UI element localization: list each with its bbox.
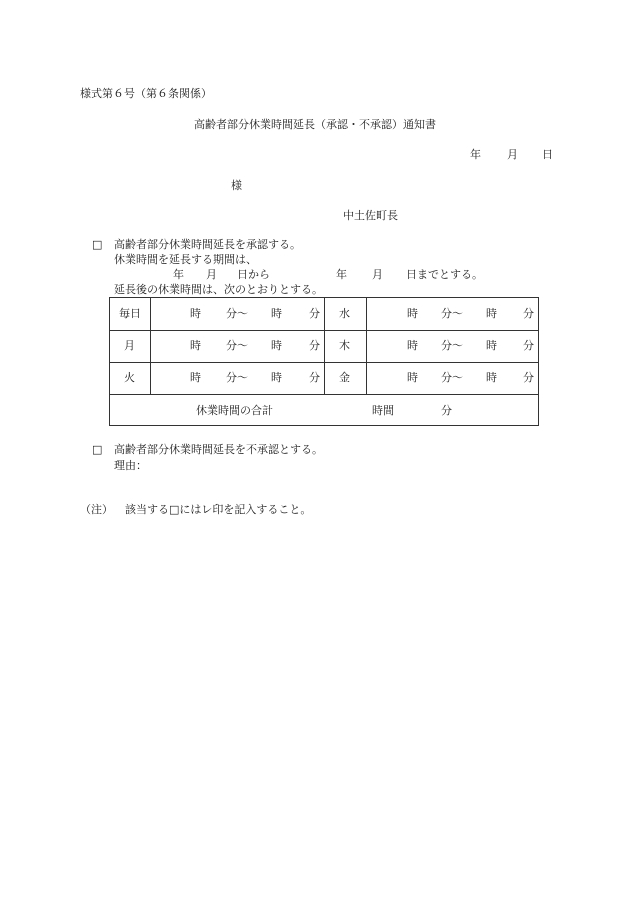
disapprove-checkbox[interactable]: □ bbox=[92, 443, 103, 456]
end-minute-label: 分 bbox=[523, 339, 534, 352]
row-divider bbox=[110, 394, 538, 395]
row-day-label: 火 bbox=[124, 371, 135, 384]
period-from-day: 日から bbox=[237, 268, 270, 281]
note-text: 該当する□にはレ印を記入すること。 bbox=[125, 503, 312, 516]
row-day-label: 毎日 bbox=[119, 307, 141, 320]
date-day: 日 bbox=[542, 148, 553, 161]
column-divider bbox=[324, 298, 325, 394]
end-hour-label: 時 bbox=[271, 339, 282, 352]
period-to-year: 年 bbox=[336, 268, 347, 281]
column-divider bbox=[366, 298, 367, 394]
approve-checkbox[interactable]: □ bbox=[92, 238, 103, 251]
disapprove-text: 高齢者部分休業時間延長を不承認とする。 bbox=[114, 443, 323, 456]
start-minute-label: 分～ bbox=[226, 339, 248, 352]
start-hour-label: 時 bbox=[190, 339, 201, 352]
period-to-month: 月 bbox=[372, 268, 383, 281]
end-hour-label: 時 bbox=[486, 371, 497, 384]
note-label: （注） bbox=[80, 503, 113, 516]
end-minute-label: 分 bbox=[523, 371, 534, 384]
end-hour-label: 時 bbox=[486, 307, 497, 320]
approve-text: 高齢者部分休業時間延長を承認する。 bbox=[114, 238, 301, 251]
schedule-table bbox=[109, 297, 539, 426]
start-hour-label: 時 bbox=[190, 307, 201, 320]
column-divider bbox=[150, 298, 151, 394]
row-day-label: 金 bbox=[339, 371, 350, 384]
start-minute-label: 分～ bbox=[226, 371, 248, 384]
end-minute-label: 分 bbox=[309, 371, 320, 384]
addressee-suffix: 様 bbox=[231, 179, 242, 192]
period-from-month: 月 bbox=[206, 268, 217, 281]
end-minute-label: 分 bbox=[523, 307, 534, 320]
end-hour-label: 時 bbox=[271, 371, 282, 384]
start-minute-label: 分～ bbox=[441, 371, 463, 384]
row-day-label: 水 bbox=[339, 307, 350, 320]
start-hour-label: 時 bbox=[407, 339, 418, 352]
end-hour-label: 時 bbox=[486, 339, 497, 352]
row-day-label: 木 bbox=[339, 339, 350, 352]
date-year: 年 bbox=[470, 148, 481, 161]
period-from-year: 年 bbox=[173, 268, 184, 281]
total-label: 休業時間の合計 bbox=[196, 404, 273, 417]
period-to-day: 日までとする。 bbox=[406, 268, 483, 281]
start-hour-label: 時 bbox=[190, 371, 201, 384]
total-hours-label: 時間 bbox=[372, 404, 394, 417]
date-month: 月 bbox=[507, 148, 518, 161]
end-minute-label: 分 bbox=[309, 339, 320, 352]
start-hour-label: 時 bbox=[407, 371, 418, 384]
end-minute-label: 分 bbox=[309, 307, 320, 320]
schedule-line: 延長後の休業時間は、次のとおりとする。 bbox=[114, 283, 323, 296]
start-minute-label: 分～ bbox=[226, 307, 248, 320]
total-minutes-label: 分 bbox=[441, 404, 452, 417]
start-minute-label: 分～ bbox=[441, 339, 463, 352]
reason-label: 理由： bbox=[114, 459, 147, 472]
document-title: 高齢者部分休業時間延長（承認・不承認）通知書 bbox=[194, 118, 436, 131]
end-hour-label: 時 bbox=[271, 307, 282, 320]
row-day-label: 月 bbox=[124, 339, 135, 352]
period-line: 休業時間を延長する期間は、 bbox=[114, 253, 257, 266]
form-number: 様式第６号（第６条関係） bbox=[80, 87, 212, 100]
start-hour-label: 時 bbox=[407, 307, 418, 320]
start-minute-label: 分～ bbox=[441, 307, 463, 320]
issuer: 中土佐町長 bbox=[343, 209, 398, 222]
